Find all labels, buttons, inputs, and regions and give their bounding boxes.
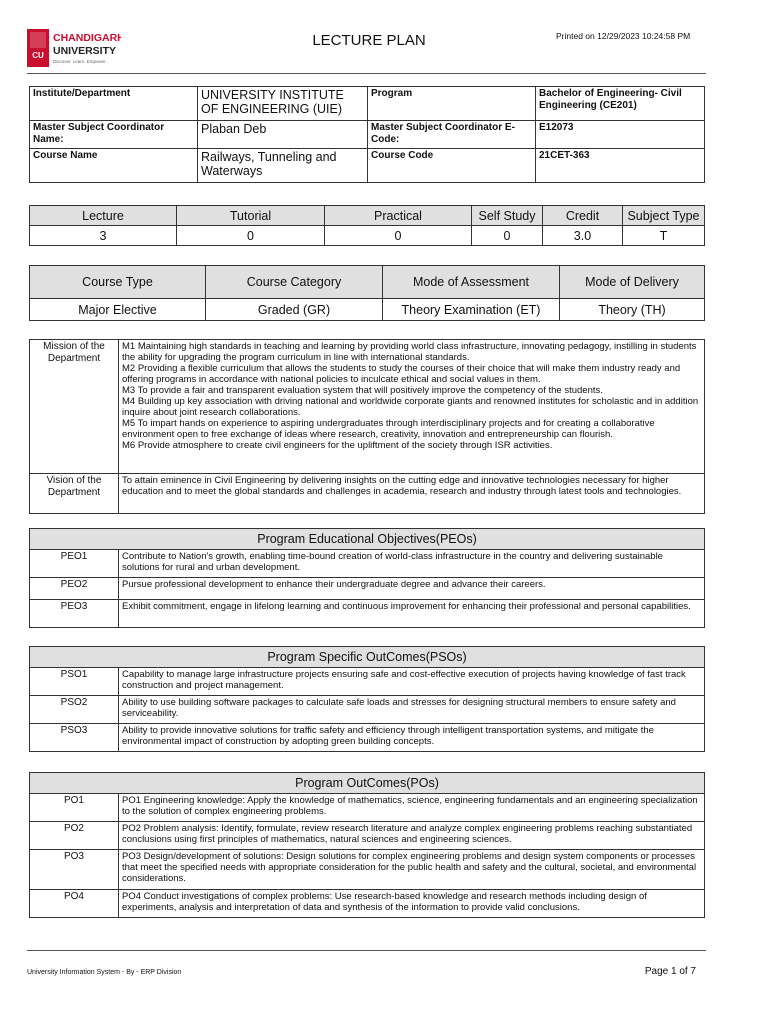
mission-item: M5 To impart hands on experience to aspiring undergraduates through interdisciplinary projects and for creating a collaborative environment open to free exchange of ideas where research, creativity, innovation and entrepreneurship can flourish. [122,418,655,440]
po-table [29,772,705,918]
po-text: PO3 Design/development of solutions: Design solutions for complex engineering problems and design system components or processes that meet the specified needs with appropriate consideration for the public health and safety and the cultural, societal, and environmental considerations. [119,850,705,890]
credits-table [29,205,705,246]
mission-item: M3 To provide a fair and transparent evaluation system that will positively improve the competency of the students. [122,385,603,396]
pso-text: Capability to manage large infrastructure projects ensuring safe and cost-effective execution of projects having knowledge of fast track construction and project management. [119,668,705,696]
credits-value: 0 [472,226,543,246]
credits-value: 0 [325,226,472,246]
msc-code-label: Master Subject Coordinator E-Code: [368,121,536,149]
po-code: PO3 [30,850,119,890]
mission-label: Mission of the Department [30,340,119,474]
credits-value: 3 [30,226,177,246]
peo-code: PEO2 [30,578,119,600]
vision-label: Vision of the Department [30,474,119,514]
msc-name-label: Master Subject Coordinator Name: [30,121,198,149]
course-type-value: Graded (GR) [206,299,383,321]
credits-header: Tutorial [177,206,325,226]
page-number: Page 1 of 7 [644,966,696,977]
pso-code: PSO3 [30,724,119,752]
logo-tagline: Discover. Learn. Empower. [53,59,107,64]
course-type-header: Course Type [30,266,206,299]
peo-table [29,528,705,628]
credits-header: Lecture [30,206,177,226]
logo-badge: CU [32,51,44,60]
credits-value: 3.0 [543,226,623,246]
po-title: Program OutComes(POs) [30,773,705,794]
credits-header: Self Study [472,206,543,226]
page-title: LECTURE PLAN [312,32,426,49]
peo-text: Pursue professional development to enhance their undergraduate degree and advance their careers. [119,578,705,600]
mission-vision-table [29,339,705,514]
course-type-value: Major Elective [30,299,206,321]
peo-text: Exhibit commitment, engage in lifelong learning and continuous improvement for enhancing their professional and personal capabilities. [119,600,705,628]
pso-title: Program Specific OutComes(PSOs) [30,647,705,668]
footer-divider [27,950,706,951]
msc-name-value: Plaban Deb [198,121,368,149]
credits-header: Subject Type [623,206,705,226]
course-info-table [29,86,705,183]
logo-line1: CHANDIGARH [53,32,121,44]
course-type-header: Mode of Delivery [560,266,705,299]
course-name-value: Railways, Tunneling and Waterways [198,149,368,183]
course-type-table [29,265,705,321]
po-code: PO1 [30,794,119,822]
mission-item: M6 Provide atmosphere to create civil engineers for the upliftment of the society through ISR activities. [122,440,553,451]
pso-code: PSO2 [30,696,119,724]
po-text: PO2 Problem analysis: Identify, formulate, review research literature and analyze complex engineering problems reaching substantiated conclusions using first principles of mathematics, natural sciences and engineering sciences. [119,822,705,850]
footer-text: University Information System - By - ERP Division [27,969,182,976]
pso-text: Ability to use building software packages to calculate safe loads and stresses for designing structural members to ensure safety and serviceability. [119,696,705,724]
peo-title: Program Educational Objectives(PEOs) [30,529,705,550]
po-code: PO2 [30,822,119,850]
course-code-label: Course Code [368,149,536,183]
peo-code: PEO1 [30,550,119,578]
printed-on: Printed on 12/29/2023 10:24:58 PM [556,31,691,41]
credits-value: T [623,226,705,246]
vision-text: To attain eminence in Civil Engineering by delivering insights on the cutting edge and innovative technologies necessary for higher education and to meet the global standards and challenges in academia, research and industry through latest tools and technologies. [119,474,705,514]
institute-label: Institute/Department [30,87,198,121]
mission-item: M2 Providing a flexible curriculum that allows the students to study the courses of their choice that will make them industry ready and offering programs in accordance with national policies to inculcate ethical and social values in them. [122,363,681,385]
institute-value: UNIVERSITY INSTITUTE OF ENGINEERING (UIE) [198,87,368,121]
po-text: PO4 Conduct investigations of complex problems: Use research-based knowledge and research methods including design of experiments, analysis and interpretation of data and synthesis of the information to provide valid conclusions. [119,890,705,918]
peo-text: Contribute to Nation's growth, enabling time-bound creation of world-class infrastructure in the country and delivering sustainable solutions for rural and urban development. [119,550,705,578]
course-name-label: Course Name [30,149,198,183]
course-type-value: Theory Examination (ET) [383,299,560,321]
course-type-value: Theory (TH) [560,299,705,321]
msc-code-value: E12073 [536,121,705,149]
logo-line2: UNIVERSITY [53,45,117,57]
course-type-header: Course Category [206,266,383,299]
pso-code: PSO1 [30,668,119,696]
mission-list [119,340,705,474]
credits-header: Practical [325,206,472,226]
credits-value: 0 [177,226,325,246]
pso-text: Ability to provide innovative solutions for traffic safety and efficiency through intelligent transportation systems, and mitigate the environmental impact of construction by adopting green building concepts. [119,724,705,752]
pso-table [29,646,705,752]
credits-header: Credit [543,206,623,226]
po-code: PO4 [30,890,119,918]
po-text: PO1 Engineering knowledge: Apply the knowledge of mathematics, science, engineering fundamentals and an engineering specialization to the solution of complex engineering problems. [119,794,705,822]
header-divider [27,73,706,74]
program-value: Bachelor of Engineering- Civil Engineering (CE201) [536,87,705,121]
course-type-header: Mode of Assessment [383,266,560,299]
course-code-value: 21CET-363 [536,149,705,183]
peo-code: PEO3 [30,600,119,628]
mission-item: M4 Building up key association with driving national and worldwide corporate giants and renowned institutes for scholastic and in addition inquire about joint research collaborations. [122,396,699,418]
program-label: Program [368,87,536,121]
mission-item: M1 Maintaining high standards in teaching and learning by providing world class infrastructure, innovating pedagogy, instilling in students the ability for upgrading the program curriculum in line with international standards. [122,341,697,363]
